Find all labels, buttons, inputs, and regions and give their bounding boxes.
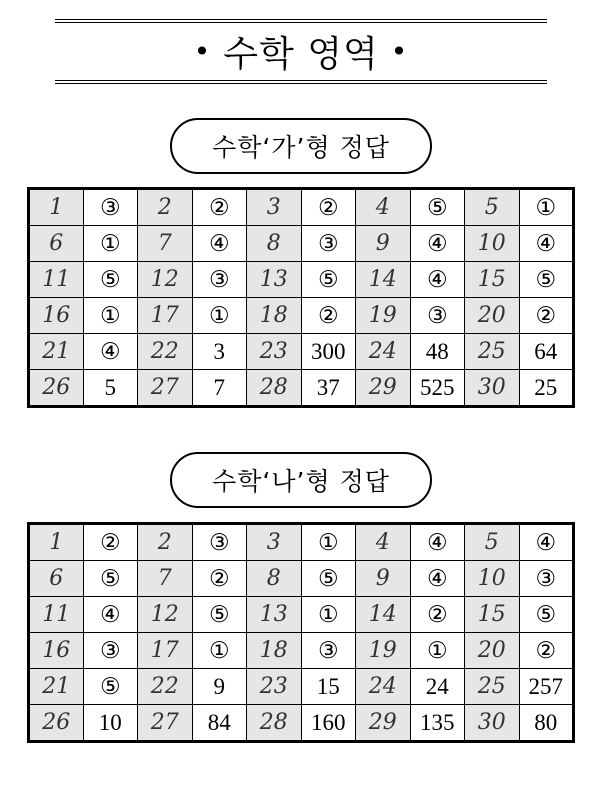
type-b-answer-table — [27, 522, 575, 743]
question-number: 21 — [29, 334, 84, 370]
answer-value: ③ — [192, 262, 247, 298]
question-number: 4 — [356, 189, 411, 226]
question-number: 7 — [138, 226, 193, 262]
question-number: 11 — [29, 597, 84, 633]
answer-value: 84 — [192, 705, 247, 742]
question-number: 22 — [138, 334, 193, 370]
answer-value: ③ — [83, 189, 138, 226]
question-number: 12 — [138, 262, 193, 298]
table-row — [29, 669, 574, 705]
question-number: 18 — [247, 633, 302, 669]
question-number: 23 — [247, 669, 302, 705]
answer-value: ⑤ — [519, 597, 574, 633]
answer-value: ① — [83, 298, 138, 334]
answer-value: ② — [192, 189, 247, 226]
answer-value: 3 — [192, 334, 247, 370]
top-rule-2 — [55, 22, 547, 23]
answer-value: ③ — [192, 524, 247, 561]
question-number: 1 — [29, 189, 84, 226]
answer-value: ② — [410, 597, 465, 633]
answer-value: ③ — [301, 633, 356, 669]
question-number: 10 — [465, 561, 520, 597]
question-number: 20 — [465, 298, 520, 334]
question-number: 1 — [29, 524, 84, 561]
page-title-text: 수학 영역 — [223, 33, 379, 75]
question-number: 29 — [356, 370, 411, 407]
type-a-answer-table — [27, 187, 575, 408]
question-number: 8 — [247, 561, 302, 597]
question-number: 25 — [465, 334, 520, 370]
answer-value: ① — [301, 524, 356, 561]
question-number: 28 — [247, 705, 302, 742]
answer-value: ⑤ — [192, 597, 247, 633]
answer-value: 5 — [83, 370, 138, 407]
answer-value: 37 — [301, 370, 356, 407]
answer-value: ⑤ — [83, 262, 138, 298]
question-number: 3 — [247, 189, 302, 226]
answer-value: ⑤ — [410, 189, 465, 226]
question-number: 24 — [356, 669, 411, 705]
answer-value: ② — [519, 633, 574, 669]
answer-value: ⑤ — [83, 561, 138, 597]
question-number: 7 — [138, 561, 193, 597]
answer-value: 80 — [519, 705, 574, 742]
answer-value: ① — [301, 597, 356, 633]
answer-value: 15 — [301, 669, 356, 705]
question-number: 27 — [138, 370, 193, 407]
answer-value: ④ — [83, 597, 138, 633]
answer-value: ⑤ — [301, 262, 356, 298]
table-row — [29, 370, 574, 407]
question-number: 19 — [356, 298, 411, 334]
answer-value: ⑤ — [83, 669, 138, 705]
question-number: 13 — [247, 597, 302, 633]
answer-value: 24 — [410, 669, 465, 705]
bottom-rule-2 — [55, 83, 547, 84]
table-row — [29, 189, 574, 226]
page-title — [55, 26, 547, 76]
question-number: 5 — [465, 524, 520, 561]
answer-value: 9 — [192, 669, 247, 705]
answer-value: ④ — [410, 524, 465, 561]
answer-value: ④ — [519, 524, 574, 561]
table-row — [29, 334, 574, 370]
answer-value: 300 — [301, 334, 356, 370]
question-number: 3 — [247, 524, 302, 561]
question-number: 9 — [356, 561, 411, 597]
answer-value: ③ — [301, 226, 356, 262]
answer-value: ④ — [83, 334, 138, 370]
type-b-label: 수학‘나’형 정답 — [170, 452, 432, 508]
question-number: 18 — [247, 298, 302, 334]
question-number: 2 — [138, 189, 193, 226]
table-row — [29, 705, 574, 742]
answer-value: ③ — [83, 633, 138, 669]
bullet-left-icon: • — [193, 34, 212, 68]
question-number: 21 — [29, 669, 84, 705]
question-number: 16 — [29, 633, 84, 669]
question-number: 4 — [356, 524, 411, 561]
question-number: 14 — [356, 597, 411, 633]
question-number: 24 — [356, 334, 411, 370]
answer-value: ⑤ — [519, 262, 574, 298]
question-number: 10 — [465, 226, 520, 262]
question-number: 15 — [465, 262, 520, 298]
table-row — [29, 298, 574, 334]
table-row — [29, 226, 574, 262]
bottom-rule-1 — [55, 80, 547, 81]
answer-value: ② — [519, 298, 574, 334]
question-number: 23 — [247, 334, 302, 370]
table-row — [29, 633, 574, 669]
answer-value: 135 — [410, 705, 465, 742]
question-number: 9 — [356, 226, 411, 262]
answer-value: 7 — [192, 370, 247, 407]
question-number: 29 — [356, 705, 411, 742]
answer-value: 64 — [519, 334, 574, 370]
table-row — [29, 524, 574, 561]
answer-value: ③ — [410, 298, 465, 334]
answer-value: ② — [192, 561, 247, 597]
question-number: 19 — [356, 633, 411, 669]
question-number: 12 — [138, 597, 193, 633]
answer-value: 10 — [83, 705, 138, 742]
answer-value: ④ — [410, 262, 465, 298]
question-number: 26 — [29, 705, 84, 742]
answer-value: ④ — [410, 561, 465, 597]
answer-value: ④ — [519, 226, 574, 262]
answer-value: ② — [301, 298, 356, 334]
answer-value: ① — [192, 633, 247, 669]
type-a-label: 수학‘가’형 정답 — [170, 118, 432, 174]
answer-value: ① — [192, 298, 247, 334]
answer-value: 160 — [301, 705, 356, 742]
question-number: 28 — [247, 370, 302, 407]
answer-value: 48 — [410, 334, 465, 370]
question-number: 16 — [29, 298, 84, 334]
question-number: 5 — [465, 189, 520, 226]
question-number: 11 — [29, 262, 84, 298]
table-row — [29, 262, 574, 298]
question-number: 8 — [247, 226, 302, 262]
question-number: 13 — [247, 262, 302, 298]
question-number: 6 — [29, 561, 84, 597]
question-number: 22 — [138, 669, 193, 705]
table-row — [29, 561, 574, 597]
answer-value: 257 — [519, 669, 574, 705]
answer-value: ② — [301, 189, 356, 226]
question-number: 17 — [138, 298, 193, 334]
question-number: 20 — [465, 633, 520, 669]
answer-value: ④ — [410, 226, 465, 262]
bullet-right-icon: • — [390, 34, 409, 68]
answer-value: 25 — [519, 370, 574, 407]
question-number: 14 — [356, 262, 411, 298]
question-number: 2 — [138, 524, 193, 561]
answer-value: ③ — [519, 561, 574, 597]
question-number: 15 — [465, 597, 520, 633]
question-number: 30 — [465, 370, 520, 407]
question-number: 6 — [29, 226, 84, 262]
question-number: 27 — [138, 705, 193, 742]
question-number: 17 — [138, 633, 193, 669]
answer-value: ② — [83, 524, 138, 561]
table-row — [29, 597, 574, 633]
answer-value: ④ — [192, 226, 247, 262]
question-number: 26 — [29, 370, 84, 407]
answer-value: ① — [410, 633, 465, 669]
answer-value: ① — [83, 226, 138, 262]
answer-value: ⑤ — [301, 561, 356, 597]
answer-value: 525 — [410, 370, 465, 407]
question-number: 25 — [465, 669, 520, 705]
question-number: 30 — [465, 705, 520, 742]
answer-value: ① — [519, 189, 574, 226]
top-rule-1 — [55, 19, 547, 20]
